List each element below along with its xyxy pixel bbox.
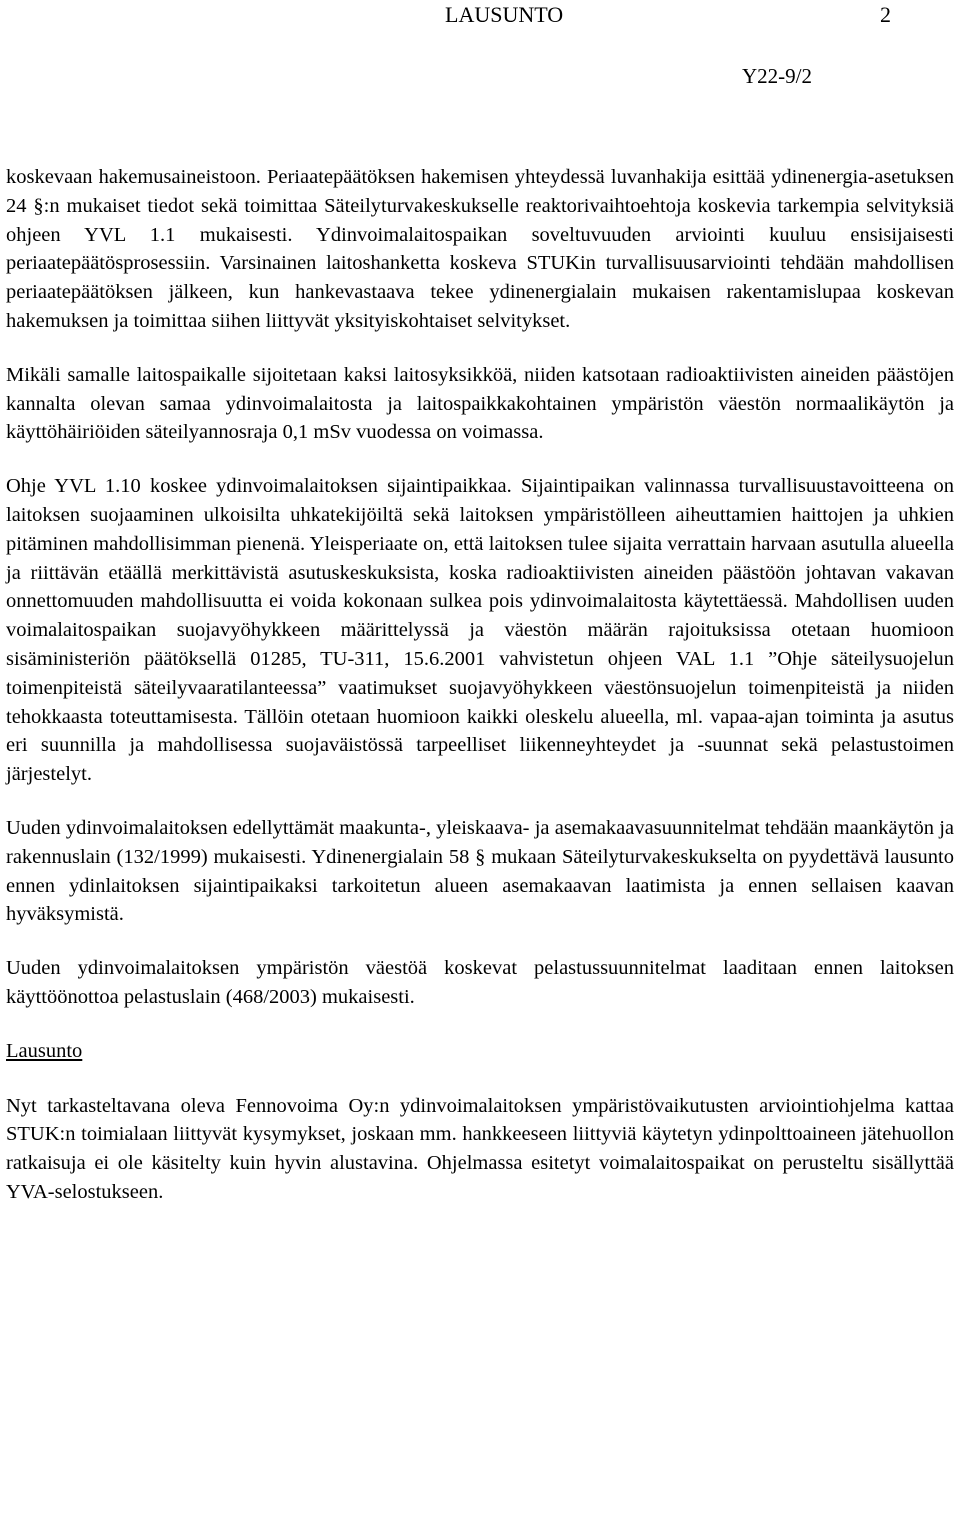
paragraph-two-units: Mikäli samalle laitospaikalle sijoitetaan kaksi laitosyksikköä, niiden katsotaan radioaktiivisten aineiden päästöjen kannalta olevan samaa ydinvoimalaitosta ja laitospaikkakohtainen ympäristön väestön normaalikäytön ja käyttöhäiriöiden säteilyannosraja 0,1 mSv vuodessa on voimassa. bbox=[6, 363, 954, 444]
paragraph-site-requirements: Ohje YVL 1.10 koskee ydinvoimalaitoksen sijaintipaikkaa. Sijaintipaikan valinnassa turvallisuustavoitteena on laitoksen suojaaminen ulkoisilta uhkatekijöiltä sekä laitoksen ympäristölleen aiheuttamien haittojen ja uhkien pitäminen mahdollisimman pienenä. Yleisperiaate on, että laitoksen tulee sijaita verrattain harvaan asutulla alueella ja riittävän etäällä merkittävistä asutuskeskuksista, koska radioaktiivisten aineiden päästöön johtavan vakavan onnettomuuden mahdollisuutta ei voida kokonaan sulkea pois ydinvoimalaitosta käytettäessä. Mahdollisen uuden voimalaitospaikan suojavyöhykkeen määrittelyssä ja väestön määrän rajoituksissa otetaan huomioon sisäministeriön päätöksellä 01285, TU-311, 15.6.2001 vahvistetun ohjeen VAL 1.1 ”Ohje säteilysuojelun toimenpiteistä säteilyvaaratilanteessa” vaatimukset suojavyöhykkeen väestönsuojelun toimenpiteistä ja niiden tehokkaasta toteuttamisesta. Tällöin otetaan huomioon kaikki oleskelu alueella, ml. vapaa-ajan toiminta ja asutus eri suunnilla ja mahdollisessa suojaväistössä tarpeelliset liikenneyhteydet ja -suunnat sekä pelastustoimen järjestelyt. bbox=[6, 475, 954, 786]
document-type-title: LAUSUNTO bbox=[445, 2, 564, 27]
section-heading-lausunto bbox=[6, 1037, 954, 1066]
paragraph-application-material: koskevaan hakemusaineistoon. Periaatepäätöksen hakemisen yhteydessä luvanhakija esittää ydinenergia-asetuksen 24 §:n mukaiset tiedot sekä toimittaa Säteilyturvakeskukselle reaktorivaihtoehtoja koskevia tarkempia selvityksiä ohjeen YVL 1.1 mukaisesti. Ydinvoimalaitospaikan soveltuvuuden arviointi kuuluu ensisijaisesti periaatepäätösprosessiin. Varsinainen laitoshanketta koskeva STUKin turvallisuusarviointi tehdään mahdollisen periaatepäätöksen jälkeen, kun hankevastaava tekee ydinenergialain mukaisen rakentamislupaa koskevan hakemuksen ja toimittaa siihen liittyvät yksityiskohtaiset selvitykset. bbox=[6, 166, 954, 332]
paragraph-statement: Nyt tarkasteltavana oleva Fennovoima Oy:n ydinvoimalaitoksen ympäristövaikutusten arviointiohjelma kattaa STUK:n toimialaan liittyvät kysymykset, joskaan mm. hankkeeseen liittyviä käytetyn ydinpolttoaineen jätehuollon ratkaisuja ei ole käsitelty kuin hyvin alustavina. Ohjelmassa esitetyt voimalaitospaikat on perusteltu sisällyttää YVA-selostukseen. bbox=[6, 1094, 954, 1203]
paragraph-land-use-planning: Uuden ydinvoimalaitoksen edellyttämät maakunta-, yleiskaava- ja asemakaavasuunnitelmat tehdään maankäytön ja rakennuslain (132/1999) mukaisesti. Ydinenergialain 58 § mukaan Säteilyturvakeskukselta on pyydettävä lausunto ennen ydinlaitoksen sijaintipaikaksi tarkoitetun alueen asemakaavan laatimista ja ennen sellaisen kaavan hyväksymistä. bbox=[6, 816, 954, 926]
page-number: 2 bbox=[880, 2, 891, 27]
section-heading-text: Lausunto bbox=[6, 1039, 83, 1062]
document-body bbox=[6, 163, 954, 1232]
paragraph-rescue-plans: Uuden ydinvoimalaitoksen ympäristön väestöä koskevat pelastussuunnitelmat laaditaan ennen laitoksen käyttöönottoa pelastuslain (468/2003) mukaisesti. bbox=[6, 957, 954, 1008]
document-reference: Y22-9/2 bbox=[742, 64, 812, 88]
